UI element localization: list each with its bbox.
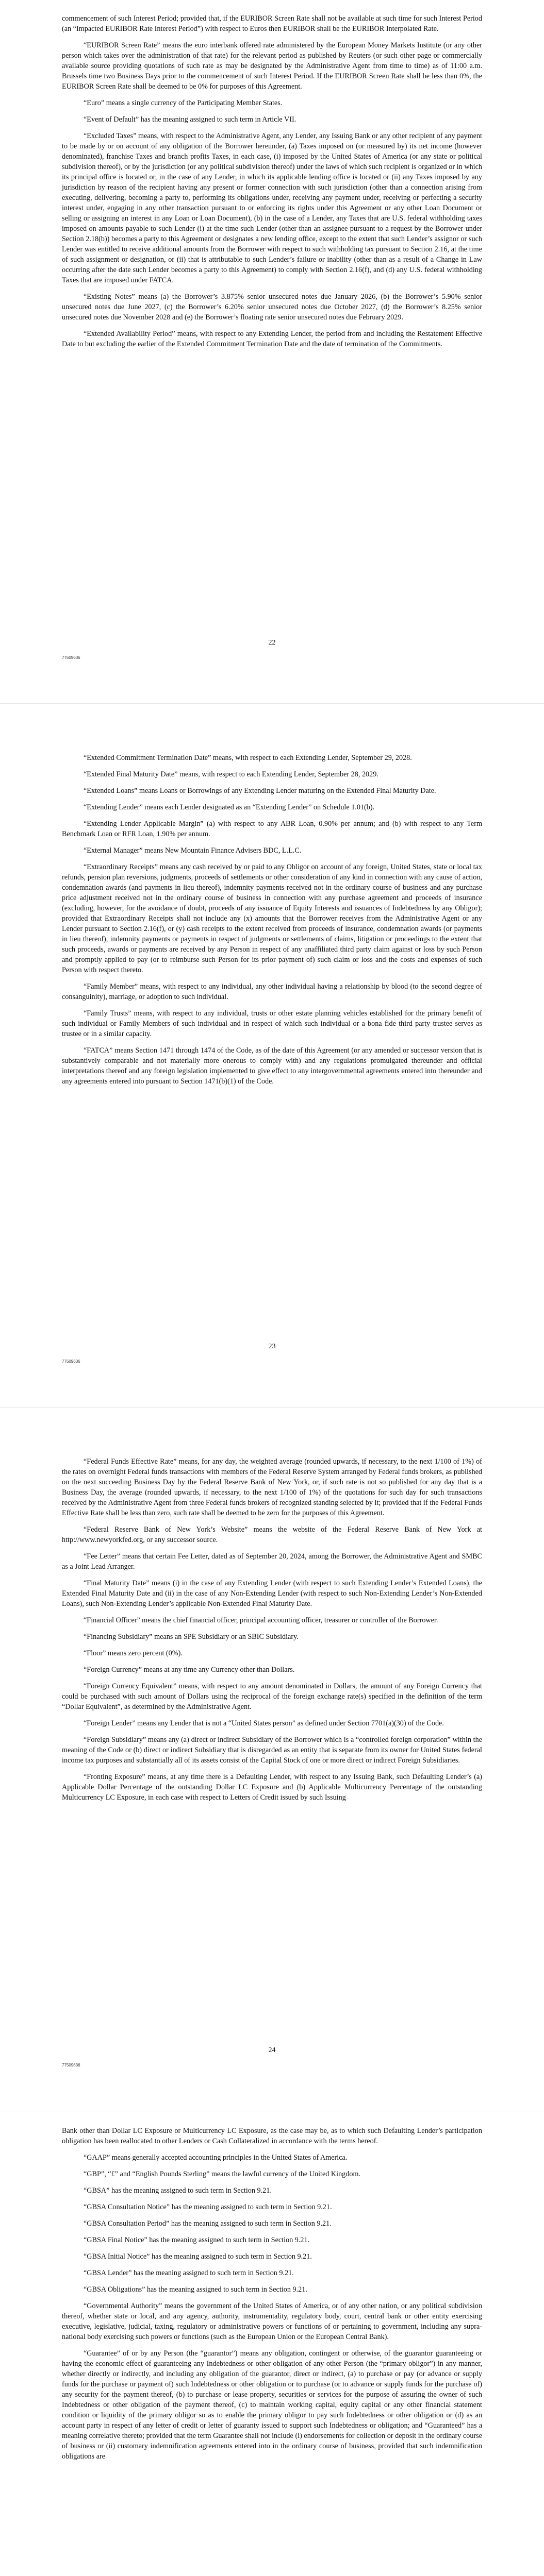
paragraph: “Financing Subsidiary” means an SPE Subsidiary or an SBIC Subsidiary. — [84, 1633, 299, 1641]
page-body — [62, 2126, 482, 2468]
paragraph: “GBSA Lender” has the meaning assigned to such term in Section 9.21. — [84, 2269, 294, 2277]
paragraph: “GBP”, “£” and “English Pounds Sterling” means the lawful currency of the United Kingdom. — [84, 2170, 361, 2178]
paragraph: “GBSA Consultation Period” has the meaning assigned to such term in Section 9.21. — [84, 2219, 332, 2228]
paragraph: “Foreign Currency Equivalent” means, with respect to any amount denominated in Dollars, the amount of any Foreign Currency that could be purchased with such amount of Dollars using the reciprocal of the foreign exchange rate(s) specified in the definition of the term “Dollar Equivalent”, as determined by the Administrative Agent. — [62, 1682, 482, 1711]
page-body — [62, 1456, 482, 1809]
paragraph: “EURIBOR Screen Rate” means the euro interbank offered rate administered by the European Money Markets Institute (or any other person which takes over the administration of that rate) for the relevant period as published by Reuters (or such other page or commercially available source providing quotations of such rate as may be designated by the Administrative Agent from time to time) as of 11:00 a.m. Brussels time two Business Days prior to the commencement of such Interest Period. If the EURIBOR Screen Rate shall be less than 0%, the EURIBOR Screen Rate shall be deemed to be 0% for purposes of this Agreement. — [62, 41, 482, 91]
paragraph: “Family Member” means, with respect to any individual, any other individual having a relationship by blood (to the second degree of consanguinity), marriage, or adoption to such individual. — [62, 982, 482, 1001]
paragraph: “Foreign Subsidiary” means any (a) direct or indirect Subsidiary of the Borrower which is a “controlled foreign corporation” within the meaning of the Code or (b) direct or indirect Subsidiary that is disregarded as an entity that is separate from its owner for United States federal income tax purposes and substantially all of its assets consist of the Capital Stock of one or more direct or indirect Foreign Subsidiaries. — [62, 1736, 482, 1765]
paragraph: “Federal Funds Effective Rate” means, for any day, the weighted average (rounded upwards, if necessary, to the next 1/100 of 1%) of the rates on overnight Federal funds transactions with members of the Federal Reserve System arranged by Federal funds brokers, as published on the next succeeding Business Day by the Federal Reserve Bank of New York, or, if such rate is not so published for any day that is a Business Day, the average (rounded upwards, if necessary, to the next 1/100 of 1%) of the quotations for such day for such transactions received by the Administrative Agent from three Federal funds brokers of recognized standing selected by it; provided that if the Federal Funds Effective Rate shall be less than zero, such rate shall be deemed to be zero for the purposes of this Agreement. — [62, 1458, 482, 1517]
paragraph: “Federal Reserve Bank of New York’s Website” means the website of the Federal Reserve Bank of New York at http://www.newyorkfed.org, or any successor source. — [62, 1526, 482, 1544]
page-body — [62, 13, 482, 355]
paragraph: “Extended Loans” means Loans or Borrowings of any Extending Lender maturing on the Extended Final Maturity Date. — [84, 787, 436, 795]
paragraph: “Existing Notes” means (a) the Borrower’s 3.875% senior unsecured notes due January 2026, (b) the Borrower’s 5.90% senior unsecured notes due June 2027, (c) the Borrower’s 6.20% senior unsecured notes due October 2027, (d) the Borrower’s 8.25% senior unsecured notes due November 2028 and (e) the Borrower’s floating rate senior unsecured notes due February 2029. — [62, 293, 482, 321]
paragraph: “Family Trusts” means, with respect to any individual, trusts or other estate planning vehicles established for the primary benefit of such individual or Family Members of such individual and in respect of which such individual or a bona fide third party trustee serves as trustee or in a similar capacity. — [62, 1009, 482, 1038]
paragraph: commencement of such Interest Period; provided that, if the EURIBOR Screen Rate shall not be available at such time for such Interest Period (an “Impacted EURIBOR Rate Interest Period”) with respect to Euros then EURIBOR shall be the EURIBOR Interpolated Rate. — [62, 14, 482, 33]
paragraph: “Foreign Lender” means any Lender that is not a “United States person” as defined under Section 7701(a)(30) of the Code. — [84, 1719, 444, 1727]
page-body — [62, 753, 482, 1093]
page-number: 22 — [268, 639, 276, 647]
document-id: 77509636 — [62, 1359, 80, 1364]
paragraph: “GBSA” has the meaning assigned to such term in Section 9.21. — [84, 2187, 272, 2195]
paragraph: “Excluded Taxes” means, with respect to the Administrative Agent, any Lender, any Issuing Bank or any other recipient of any payment to be made by or on account of any obligation of the Borrower hereunder, (a) Taxes imposed on (or measured by) its net income (however denominated), franchise Taxes and branch profits Taxes, in each case, (i) imposed by the United States of America (or any state or political subdivision thereof), or by the jurisdiction (or any political subdivision thereof) under the laws of which such recipient is organized or in which its principal office is located or, in the case of any Lender, in which its applicable lending office is located or (ii) any Taxes imposed by any jurisdiction by reason of the recipient having any present or former connection with such jurisdiction (other than a connection arising from executing, delivering, becoming a party to, performing its obligations under, receiving any payment under, receiving or perfecting a security interest under, engaging in any other transaction pursuant to or enforcing its rights under this Agreement or any other Loan Document or selling or assigning an interest in any Loan or Loan Document), (b) in the case of a Lender, any Taxes that are U.S. federal withholding taxes imposed on amounts payable to such Lender (i) at the time such Lender (other than an assignee pursuant to a request by the Borrower under Section 2.18(b)) becomes a party to this Agreement or designates a new lending office, except to the extent that such Lender’s assignor or such Lender was entitled to receive additional amounts from the Borrower with respect to such withholding tax pursuant to Section 2.16, at the time of such assignment or designation, or (ii) that is attributable to such Lender’s failure or inability (other than as a result of a Change in Law occurring after the date such Lender becomes a party to this Agreement) to comply with Section 2.16(f), and (d) any U.S. federal withholding Taxes that are imposed under FATCA. — [62, 132, 482, 284]
paragraph: “Financial Officer” means the chief financial officer, principal accounting officer, treasurer or controller of the Borrower. — [84, 1616, 438, 1624]
paragraph: “Extending Lender Applicable Margin” (a) with respect to any ABR Loan, 0.90% per annum; and (b) with respect to any Term Benchmark Loan or RFR Loan, 1.90% per annum. — [62, 820, 482, 838]
page-number: 24 — [268, 2046, 276, 2054]
paragraph: “Fee Letter” means that certain Fee Letter, dated as of September 20, 2024, among the Borrower, the Administrative Agent and SMBC as a Joint Lead Arranger. — [62, 1552, 482, 1571]
paragraph: “Extended Final Maturity Date” means, with respect to each Extending Lender, September 28, 2029. — [84, 770, 378, 778]
paragraph: “Euro” means a single currency of the Participating Member States. — [84, 99, 283, 107]
paragraph: “Fronting Exposure” means, at any time there is a Defaulting Lender, with respect to any Issuing Bank, such Defaulting Lender’s (a) Applicable Dollar Percentage of the outstanding Dollar LC Exposure and (b) Applicable Multicurrency Percentage of the outstanding Multicurrency LC Exposure, in each case with respect to Letters of Credit issued by such Issuing — [62, 1773, 482, 1802]
paragraph: “External Manager” means New Mountain Finance Advisers BDC, L.L.C. — [84, 846, 302, 855]
paragraph: “Guarantee” of or by any Person (the “guarantor”) means any obligation, contingent or otherwise, of the guarantor guaranteeing or having the economic effect of guaranteeing any Indebtedness or other obligation of any other Person (the “primary obligor”) in any manner, whether directly or indirectly, and including any obligation of the guarantor, direct or indirect, (a) to purchase or pay (or advance or supply funds for the purchase or payment of) such Indebtedness or other obligation or to purchase (or to advance or supply funds for the purchase of) any security for the payment thereof, (b) to purchase or lease property, securities or services for the purpose of assuring the owner of such Indebtedness or other obligation of the payment thereof, (c) to maintain working capital, equity capital or any other financial statement condition or liquidity of the primary obligor so as to enable the primary obligor to pay such Indebtedness or other obligation or (d) as an account party in respect of any letter of credit or letter of guaranty issued to support such Indebtedness or obligation; and “Guaranteed” has a meaning correlative thereto; provided that the term Guarantee shall not include (i) endorsements for collection or deposit in the ordinary course of business or (ii) customary indemnification agreements entered into in the ordinary course of business, provided that such indemnification obligations are — [62, 2349, 482, 2461]
document-id: 77509636 — [62, 2063, 80, 2067]
paragraph: “Extending Lender” means each Lender designated as an “Extending Lender” on Schedule 1.01(b). — [84, 803, 375, 811]
document-id: 77509636 — [62, 655, 80, 660]
page-23 — [0, 704, 544, 1407]
paragraph: “GBSA Consultation Notice” has the meaning assigned to such term in Section 9.21. — [84, 2203, 332, 2211]
paragraph: “Extraordinary Receipts” means any cash received by or paid to any Obligor on account of any foreign, United States, state or local tax refunds, pension plan reversions, judgments, proceeds of settlements or other consideration of any kind in connection with any cause of action, condemnation awards (and payments in lieu thereof), indemnity payments received not in the ordinary course of business and any purchase price adjustment received not in the ordinary course of business in connection with any purchase agreement and proceeds of insurance (excluding, however, for the avoidance of doubt, proceeds of any issuance of Equity Interests and issuances of Indebtedness by any Obligor); provided that Extraordinary Receipts shall not include any (x) amounts that the Borrower receives from the Administrative Agent or any Lender pursuant to Section 2.16(f), or (y) cash receipts to the extent received from proceeds of insurance, condemnation awards (or payments in lieu thereof), indemnity payments or payments in respect of judgments or settlements of claims, litigation or proceedings to the extent that such proceeds, awards or payments are received by any Person in respect of any unaffiliated third party claim against or loss by such Person and promptly applied to pay (or to reimburse such Person for its prior payment of) such claim or loss and the costs and expenses of such Person with respect thereto. — [62, 863, 482, 974]
paragraph: “Floor” means zero percent (0%). — [84, 1649, 183, 1657]
paragraph: “Governmental Authority” means the government of the United States of America, or of any other nation, or any political subdivision thereof, whether state or local, and any agency, authority, instrumentality, regulatory body, court, central bank or other entity exercising executive, legislative, judicial, taxing, regulatory or administrative powers or functions of or pertaining to government, including any supra-national body exercising such powers or functions (such as the European Union or the European Central Bank). — [62, 2302, 482, 2341]
paragraph: Bank other than Dollar LC Exposure or Multicurrency LC Exposure, as the case may be, as to which such Defaulting Lender’s participation obligation has been reallocated to other Lenders or Cash Collateralized in accordance with the terms hereof. — [62, 2127, 482, 2145]
page-25 — [0, 2111, 544, 2576]
paragraph: “GBSA Initial Notice” has the meaning assigned to such term in Section 9.21. — [84, 2252, 312, 2261]
paragraph: “Event of Default” has the meaning assigned to such term in Article VII. — [84, 115, 296, 124]
page-number: 23 — [268, 1343, 276, 1350]
paragraph: “Extended Availability Period” means, with respect to any Extending Lender, the period from and including the Restatement Effective Date to but excluding the earlier of the Extended Commitment Termination Date and the date of termination of the Commitments. — [62, 330, 482, 348]
paragraph: “Extended Commitment Termination Date” means, with respect to each Extending Lender, September 29, 2028. — [84, 754, 412, 762]
paragraph: “Final Maturity Date” means (i) in the case of any Extending Lender (with respect to such Extending Lender’s Extended Loans), the Extended Final Maturity Date and (ii) in the case of any Non-Extending Lender (with respect to such Non-Extending Lender’s Non-Extended Loans), such Non-Extending Lender’s applicable Non-Extended Final Maturity Date. — [62, 1579, 482, 1608]
paragraph: “Foreign Currency” means at any time any Currency other than Dollars. — [84, 1666, 295, 1674]
page-24 — [0, 1408, 544, 2111]
paragraph: “GAAP” means generally accepted accounting principles in the United States of America. — [84, 2154, 348, 2162]
paragraph: “GBSA Obligations” has the meaning assigned to such term in Section 9.21. — [84, 2285, 307, 2294]
paragraph: “GBSA Final Notice” has the meaning assigned to such term in Section 9.21. — [84, 2236, 310, 2244]
paragraph: “FATCA” means Section 1471 through 1474 of the Code, as of the date of this Agreement (or any amended or successor version that is substantively comparable and not materially more onerous to comply with) and any regulations promulgated thereunder and official interpretations thereof and any foreign legislation implemented to give effect to any intergovernmental agreements entered into thereunder and any agreements entered into pursuant to Section 1471(b)(1) of the Code. — [62, 1046, 482, 1086]
page-22 — [0, 0, 544, 703]
